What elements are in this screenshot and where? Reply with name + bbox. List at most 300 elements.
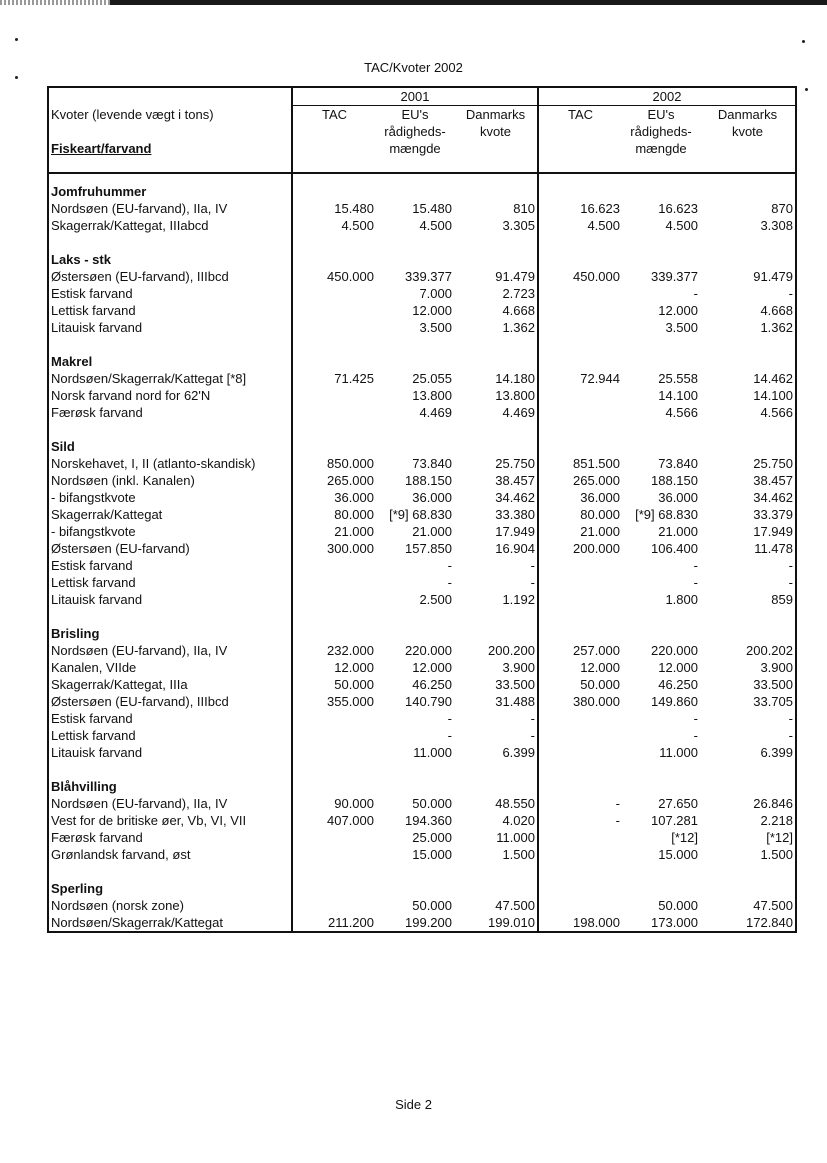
- dk-2002-cell: 4.668: [700, 302, 796, 319]
- row-label-cell: Litauisk farvand: [48, 319, 292, 336]
- spacer-cell: [48, 863, 292, 880]
- dk-2002-cell: 47.500: [700, 897, 796, 914]
- spacer-cell: [700, 421, 796, 438]
- eu-2002-cell: -: [693, 558, 698, 573]
- row-label-cell: Færøsk farvand: [48, 404, 292, 421]
- dk-2002-cell: 1.500: [700, 846, 796, 863]
- table-row: [48, 642, 796, 659]
- row-label-cell: Østersøen (EU-farvand), IIIbcd: [48, 693, 292, 710]
- dk-2001-cell: 810: [454, 200, 538, 217]
- header-eu-2002-line3: mængde: [635, 141, 687, 156]
- spacer-cell: [622, 761, 700, 778]
- section-spacer-row: [48, 863, 796, 880]
- row-label-cell: Estisk farvand: [48, 557, 292, 574]
- eu-2002-cell: 220.000: [651, 643, 698, 658]
- dk-2001-cell: 47.500: [454, 897, 538, 914]
- spacer-cell: [292, 173, 538, 183]
- tac-2002-cell: 21.000: [538, 523, 622, 540]
- table-row: [48, 523, 796, 540]
- spacer-cell: [48, 421, 292, 438]
- tac-2002-cell: 265.000: [538, 472, 622, 489]
- eu-2001-cell: 194.360: [405, 813, 452, 828]
- header-empty-cell: [538, 140, 622, 157]
- header-year-2001: 2001: [292, 87, 538, 106]
- table-row: [48, 285, 796, 302]
- tac-2002-cell: 16.623: [538, 200, 622, 217]
- section-heading-empty-cell: [700, 778, 796, 795]
- section-heading-empty-cell: [376, 778, 454, 795]
- eu-2002-cell: 106.400: [651, 541, 698, 556]
- section-heading: Brisling: [48, 625, 292, 642]
- section-heading-empty-cell: [454, 183, 538, 200]
- dk-2001-cell: 14.180: [454, 370, 538, 387]
- eu-2001-cell: 13.800: [412, 388, 452, 403]
- dk-2002-cell: -: [700, 727, 796, 744]
- header-label-row-1: [48, 106, 796, 124]
- row-label-cell: Østersøen (EU-farvand), IIIbcd: [48, 268, 292, 285]
- section-heading-empty-cell: [622, 353, 700, 370]
- dk-2002-cell: 3.900: [700, 659, 796, 676]
- section-heading-empty-cell: [700, 880, 796, 897]
- table-row: [48, 506, 796, 523]
- dk-2001-cell: -: [454, 727, 538, 744]
- row-label-cell: Nordsøen/Skagerrak/Kattegat [*8]: [48, 370, 292, 387]
- section-heading-empty-cell: [454, 251, 538, 268]
- dk-2001-cell: 31.488: [454, 693, 538, 710]
- page-number: Side 2: [395, 1097, 432, 1112]
- tac-2001-cell: 36.000: [292, 489, 376, 506]
- eu-2002-cell: 73.840: [658, 456, 698, 471]
- dk-2002-cell: 17.949: [700, 523, 796, 540]
- section-heading-empty-cell: [700, 183, 796, 200]
- section-heading-row: [48, 251, 796, 268]
- section-heading-empty-cell: [376, 251, 454, 268]
- header-species-label: Fiskeart/farvand: [48, 140, 292, 157]
- tac-2002-cell: 12.000: [538, 659, 622, 676]
- eu-2002-cell: [*9] 68.830: [635, 507, 698, 522]
- table-row: [48, 897, 796, 914]
- spacer-cell: [376, 761, 454, 778]
- section-heading-empty-cell: [538, 353, 622, 370]
- spacer-cell: [538, 761, 622, 778]
- document-title: TAC/Kvoter 2002: [364, 60, 463, 75]
- section-heading-empty-cell: [454, 625, 538, 642]
- header-tac-2001: TAC: [292, 106, 376, 124]
- tac-2001-cell: [292, 557, 376, 574]
- spacer-cell: [376, 336, 454, 353]
- eu-2001-cell: 50.000: [412, 796, 452, 811]
- tac-2002-cell: [538, 404, 622, 421]
- row-label-cell: Lettisk farvand: [48, 727, 292, 744]
- dk-2002-cell: -: [700, 285, 796, 302]
- tac-2002-cell: [538, 727, 622, 744]
- eu-2001-cell: 15.480: [412, 201, 452, 216]
- row-label-cell: Estisk farvand: [48, 710, 292, 727]
- tac-2002-cell: [538, 387, 622, 404]
- eu-2002-cell: 4.500: [665, 218, 698, 233]
- row-label-cell: Grønlandsk farvand, øst: [48, 846, 292, 863]
- row-label-cell: Østersøen (EU-farvand): [48, 540, 292, 557]
- header-empty-cell: [454, 140, 538, 157]
- header-label-row-2: [48, 123, 796, 140]
- row-label-cell: Nordsøen (inkl. Kanalen): [48, 472, 292, 489]
- dk-2002-cell: 200.202: [700, 642, 796, 659]
- row-label-cell: Skagerrak/Kattegat, IIIabcd: [48, 217, 292, 234]
- dk-2001-cell: 3.305: [454, 217, 538, 234]
- table-row: [48, 676, 796, 693]
- table-row: [48, 574, 796, 591]
- dk-2001-cell: 4.020: [454, 812, 538, 829]
- spacer-cell: [454, 421, 538, 438]
- spacer-cell: [376, 863, 454, 880]
- section-heading-empty-cell: [376, 438, 454, 455]
- section-spacer-row: [48, 421, 796, 438]
- eu-2001-cell: -: [447, 558, 452, 573]
- dk-2002-cell: 870: [700, 200, 796, 217]
- dk-2001-cell: 16.904: [454, 540, 538, 557]
- spacer-cell: [622, 234, 700, 251]
- spacer-cell: [538, 234, 622, 251]
- dk-2001-cell: 17.949: [454, 523, 538, 540]
- tac-2002-cell: 72.944: [538, 370, 622, 387]
- section-heading-empty-cell: [292, 438, 376, 455]
- eu-2001-cell: 25.000: [412, 830, 452, 845]
- spacer-cell: [700, 863, 796, 880]
- dk-2002-cell: 33.500: [700, 676, 796, 693]
- section-heading-empty-cell: [376, 183, 454, 200]
- spacer-cell: [538, 173, 796, 183]
- row-label-cell: Nordsøen (EU-farvand), IIa, IV: [48, 200, 292, 217]
- tac-2001-cell: [292, 574, 376, 591]
- eu-2001-cell: [*9] 68.830: [389, 507, 452, 522]
- section-heading-row: [48, 438, 796, 455]
- section-heading: Sild: [48, 438, 292, 455]
- section-spacer-row: [48, 608, 796, 625]
- eu-2001-cell: 50.000: [412, 898, 452, 913]
- dk-2002-cell: 14.100: [700, 387, 796, 404]
- section-heading-row: [48, 625, 796, 642]
- scan-speck: [805, 88, 808, 91]
- spacer-cell: [454, 336, 538, 353]
- section-heading-empty-cell: [700, 625, 796, 642]
- tac-2001-cell: 12.000: [292, 659, 376, 676]
- section-heading-empty-cell: [622, 625, 700, 642]
- tac-2001-cell: 4.500: [292, 217, 376, 234]
- section-heading-row: [48, 183, 796, 200]
- dk-2001-cell: 11.000: [454, 829, 538, 846]
- section-heading: Jomfruhummer: [48, 183, 292, 200]
- spacer-cell: [376, 421, 454, 438]
- header-spacer-cell: [48, 157, 292, 173]
- eu-2001-cell: 157.850: [405, 541, 452, 556]
- dk-2002-cell: 859: [700, 591, 796, 608]
- spacer-cell: [622, 608, 700, 625]
- table-row: [48, 557, 796, 574]
- tac-2002-cell: [538, 591, 622, 608]
- dk-2001-cell: 1.192: [454, 591, 538, 608]
- dk-2001-cell: 6.399: [454, 744, 538, 761]
- tac-2001-cell: [292, 727, 376, 744]
- header-eu-2001-line3: mængde: [389, 141, 441, 156]
- eu-2001-cell: -: [447, 711, 452, 726]
- tac-2001-cell: [292, 846, 376, 863]
- dk-2001-cell: -: [454, 557, 538, 574]
- section-heading-empty-cell: [454, 353, 538, 370]
- eu-2001-cell: -: [447, 728, 452, 743]
- eu-2001-cell: 199.200: [376, 914, 454, 932]
- spacer-cell: [292, 863, 376, 880]
- header-dk-2002: Danmarks: [700, 106, 796, 124]
- eu-2002-cell: 36.000: [658, 490, 698, 505]
- header-empty-cell: [538, 123, 622, 140]
- tac-2002-cell: [538, 574, 622, 591]
- header-year-row: [48, 87, 796, 106]
- tac-2001-cell: [292, 591, 376, 608]
- header-eu-2001: EU's: [401, 107, 429, 122]
- dk-2002-cell: 172.840: [700, 914, 796, 932]
- section-heading-empty-cell: [622, 778, 700, 795]
- header-row-label: Kvoter (levende vægt i tons): [48, 106, 292, 124]
- dk-2002-cell: 2.218: [700, 812, 796, 829]
- section-heading: Laks - stk: [48, 251, 292, 268]
- tac-2001-cell: 355.000: [292, 693, 376, 710]
- dk-2002-cell: -: [700, 574, 796, 591]
- tac-2001-cell: 80.000: [292, 506, 376, 523]
- header-empty-cell: [48, 87, 292, 106]
- row-label-cell: Nordsøen/Skagerrak/Kattegat: [48, 914, 292, 932]
- dk-2001-cell: 3.900: [454, 659, 538, 676]
- header-tac-2002: TAC: [538, 106, 622, 124]
- row-label-cell: Lettisk farvand: [48, 574, 292, 591]
- dk-2001-cell: 1.362: [454, 319, 538, 336]
- section-heading-empty-cell: [292, 183, 376, 200]
- tac-2001-cell: 407.000: [292, 812, 376, 829]
- table-row: [48, 591, 796, 608]
- quota-table: [47, 86, 797, 933]
- spacer-cell: [700, 336, 796, 353]
- header-empty-cell: [292, 140, 376, 157]
- row-label-cell: Nordsøen (norsk zone): [48, 897, 292, 914]
- dk-2001-cell: 25.750: [454, 455, 538, 472]
- row-label-cell: - bifangstkvote: [48, 523, 292, 540]
- table-row: [48, 829, 796, 846]
- tac-2002-cell: 450.000: [538, 268, 622, 285]
- header-empty-cell: [700, 140, 796, 157]
- tac-2002-cell: 80.000: [538, 506, 622, 523]
- header-eu-2002: EU's: [647, 107, 675, 122]
- table-row: [48, 693, 796, 710]
- table-row: [48, 302, 796, 319]
- section-heading-row: [48, 353, 796, 370]
- dk-2001-cell: 33.380: [454, 506, 538, 523]
- eu-2002-cell: 16.623: [658, 201, 698, 216]
- spacer-cell: [454, 608, 538, 625]
- spacer-cell: [292, 336, 376, 353]
- section-heading-empty-cell: [292, 625, 376, 642]
- eu-2002-cell: 3.500: [665, 320, 698, 335]
- tac-2002-cell: [538, 897, 622, 914]
- row-label-cell: Litauisk farvand: [48, 744, 292, 761]
- eu-2002-cell: 1.800: [665, 592, 698, 607]
- spacer-cell: [292, 234, 376, 251]
- tac-2002-cell: 4.500: [538, 217, 622, 234]
- tac-2001-cell: 300.000: [292, 540, 376, 557]
- tac-2001-cell: 450.000: [292, 268, 376, 285]
- dk-2001-cell: 91.479: [454, 268, 538, 285]
- eu-2001-cell: 3.500: [419, 320, 452, 335]
- dk-2001-cell: 1.500: [454, 846, 538, 863]
- spacer-cell: [622, 336, 700, 353]
- section-heading-row: [48, 778, 796, 795]
- tac-2002-cell: [538, 319, 622, 336]
- table-row: [48, 710, 796, 727]
- table-row: [48, 489, 796, 506]
- dk-2002-cell: 26.846: [700, 795, 796, 812]
- row-label-cell: Lettisk farvand: [48, 302, 292, 319]
- row-label-cell: Skagerrak/Kattegat, IIIa: [48, 676, 292, 693]
- spacer-cell: [454, 761, 538, 778]
- spacer-cell: [700, 234, 796, 251]
- section-heading-empty-cell: [538, 438, 622, 455]
- spacer-cell: [538, 336, 622, 353]
- section-heading-empty-cell: [622, 251, 700, 268]
- section-heading-row: [48, 880, 796, 897]
- dk-2001-cell: 33.500: [454, 676, 538, 693]
- section-heading-empty-cell: [700, 438, 796, 455]
- tac-2001-cell: 850.000: [292, 455, 376, 472]
- tac-2001-cell: 50.000: [292, 676, 376, 693]
- section-heading-empty-cell: [376, 880, 454, 897]
- tac-2002-cell: [538, 829, 622, 846]
- section-heading-empty-cell: [292, 778, 376, 795]
- header-dk-2001: Danmarks: [465, 107, 526, 122]
- spacer-cell: [622, 863, 700, 880]
- eu-2002-cell: 25.558: [658, 371, 698, 386]
- tac-2001-cell: 15.480: [292, 200, 376, 217]
- eu-2001-cell: 220.000: [405, 643, 452, 658]
- eu-2001-cell: 339.377: [405, 269, 452, 284]
- eu-2002-cell: -: [693, 286, 698, 301]
- spacer-cell: [454, 234, 538, 251]
- section-heading-empty-cell: [292, 251, 376, 268]
- dk-2001-cell: 34.462: [454, 489, 538, 506]
- spacer-cell: [622, 421, 700, 438]
- eu-2002-cell: 46.250: [658, 677, 698, 692]
- eu-2002-cell: [*12]: [671, 830, 698, 845]
- section-heading-empty-cell: [454, 880, 538, 897]
- tac-2002-cell: 851.500: [538, 455, 622, 472]
- spacer-cell: [292, 421, 376, 438]
- dk-2002-cell: 6.399: [700, 744, 796, 761]
- row-label-cell: Færøsk farvand: [48, 829, 292, 846]
- eu-2001-cell: 4.500: [419, 218, 452, 233]
- section-spacer-row: [48, 234, 796, 251]
- eu-2002-cell: 11.000: [659, 745, 698, 760]
- tac-2001-cell: [292, 829, 376, 846]
- row-label-cell: Kanalen, VIIde: [48, 659, 292, 676]
- tac-2001-cell: 211.200: [292, 914, 376, 932]
- top-scan-border: [0, 0, 827, 5]
- table-row: [48, 370, 796, 387]
- tac-2001-cell: 21.000: [292, 523, 376, 540]
- dk-2001-cell: 4.668: [454, 302, 538, 319]
- tac-2001-cell: [292, 897, 376, 914]
- spacer-cell: [700, 608, 796, 625]
- eu-2002-cell: 21.000: [658, 524, 698, 539]
- tac-2001-cell: 71.425: [292, 370, 376, 387]
- tac-2002-cell: 36.000: [538, 489, 622, 506]
- section-heading-empty-cell: [538, 251, 622, 268]
- eu-2002-cell: -: [693, 728, 698, 743]
- header-spacer-row: [48, 157, 796, 173]
- tac-2002-cell: [538, 285, 622, 302]
- eu-2001-cell: 188.150: [405, 473, 452, 488]
- section-heading-empty-cell: [700, 251, 796, 268]
- eu-2002-cell: 50.000: [658, 898, 698, 913]
- tac-2001-cell: 90.000: [292, 795, 376, 812]
- table-row: [48, 540, 796, 557]
- section-heading: Sperling: [48, 880, 292, 897]
- tac-2002-cell: [538, 302, 622, 319]
- eu-2001-cell: 36.000: [412, 490, 452, 505]
- spacer-cell: [376, 234, 454, 251]
- eu-2002-cell: 107.281: [651, 813, 698, 828]
- table-row: [48, 659, 796, 676]
- dk-2002-cell: -: [700, 710, 796, 727]
- header-spacer-cell: [538, 157, 796, 173]
- spacer-cell: [48, 234, 292, 251]
- spacer-cell: [48, 608, 292, 625]
- dk-2002-cell: 14.462: [700, 370, 796, 387]
- tac-2001-cell: [292, 387, 376, 404]
- tac-2001-cell: [292, 285, 376, 302]
- eu-2002-cell: 15.000: [658, 847, 698, 862]
- section-heading-empty-cell: [538, 183, 622, 200]
- eu-2001-cell: 12.000: [412, 303, 452, 318]
- table-row: [48, 217, 796, 234]
- eu-2001-cell: 15.000: [412, 847, 452, 862]
- tac-2002-cell: 200.000: [538, 540, 622, 557]
- eu-2002-cell: 14.100: [658, 388, 698, 403]
- spacer-cell: [292, 761, 376, 778]
- eu-2002-cell: 27.650: [658, 796, 698, 811]
- section-heading-empty-cell: [700, 353, 796, 370]
- tac-2001-cell: [292, 744, 376, 761]
- row-label-cell: Litauisk farvand: [48, 591, 292, 608]
- section-heading: Makrel: [48, 353, 292, 370]
- tac-2001-cell: [292, 302, 376, 319]
- eu-2001-cell: 2.500: [419, 592, 452, 607]
- tac-2002-cell: 380.000: [538, 693, 622, 710]
- dk-2002-cell: 4.566: [700, 404, 796, 421]
- eu-2002-cell: 339.377: [651, 269, 698, 284]
- dk-2002-cell: 25.750: [700, 455, 796, 472]
- eu-2001-cell: 46.250: [412, 677, 452, 692]
- eu-2002-cell: 188.150: [651, 473, 698, 488]
- eu-2001-cell: 4.469: [419, 405, 452, 420]
- tac-2001-cell: [292, 319, 376, 336]
- tac-2001-cell: 265.000: [292, 472, 376, 489]
- dk-2002-cell: 3.308: [700, 217, 796, 234]
- eu-2001-cell: 21.000: [412, 524, 452, 539]
- dk-2002-cell: 38.457: [700, 472, 796, 489]
- tac-2002-cell: 257.000: [538, 642, 622, 659]
- table-row: [48, 744, 796, 761]
- eu-2002-cell: -: [693, 575, 698, 590]
- tac-2002-cell: -: [538, 795, 622, 812]
- spacer-cell: [48, 173, 292, 183]
- header-label-row-3: [48, 140, 796, 157]
